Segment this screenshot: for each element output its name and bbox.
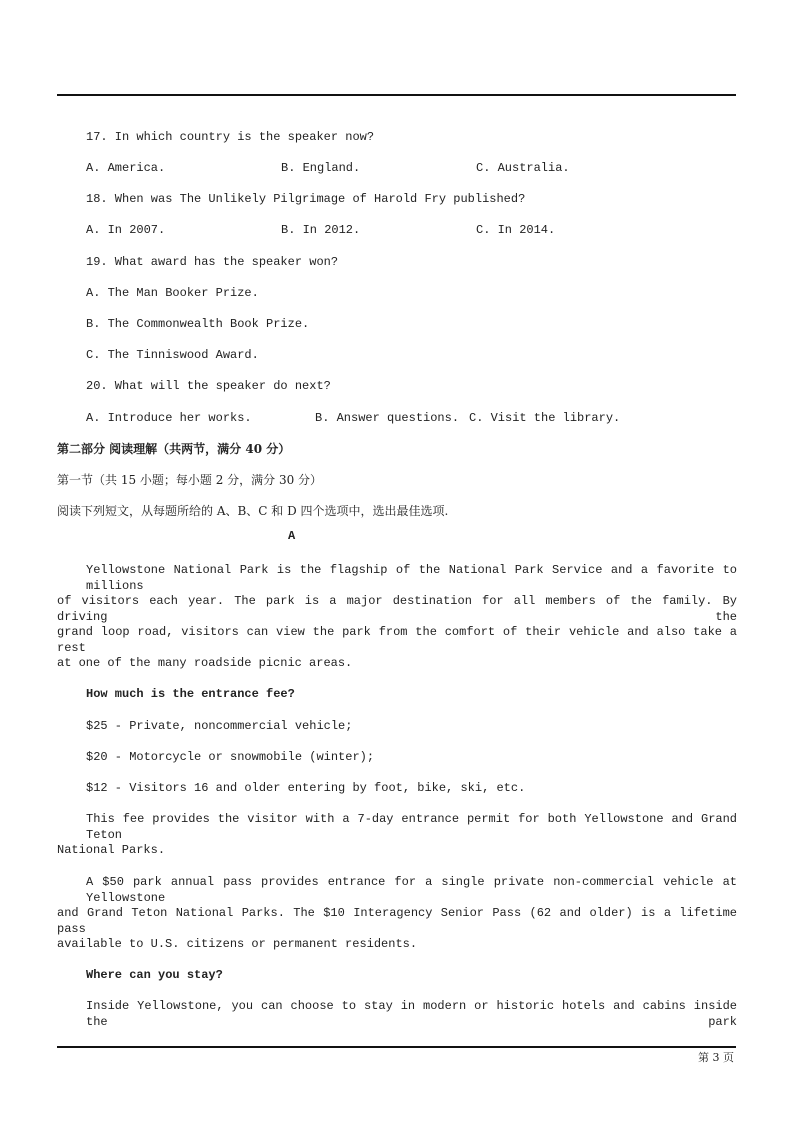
paragraph-line: Yellowstone National Park is the flagship of the National Park Service and a favorite to millions (86, 563, 737, 593)
option-b: B. In 2012. (281, 223, 361, 237)
footer-rule (57, 1046, 736, 1048)
option-b: B. England. (281, 161, 361, 175)
question-19: 19. What award has the speaker won? (86, 255, 339, 269)
option-c: C. Visit the library. (469, 411, 621, 425)
paragraph-line: This fee provides the visitor with a 7-day entrance permit for both Yellowstone and Grand Teton (86, 812, 737, 842)
fee-item: $25 - Private, noncommercial vehicle; (86, 719, 353, 733)
paragraph-line: Inside Yellowstone, you can choose to stay in modern or historic hotels and cabins inside the park (86, 999, 737, 1029)
fee-item: $12 - Visitors 16 and older entering by foot, bike, ski, etc. (86, 781, 526, 795)
option-a: A. In 2007. (86, 223, 166, 237)
header-rule (57, 94, 736, 96)
option-a: A. America. (86, 161, 166, 175)
option-a: A. Introduce her works. (86, 411, 252, 425)
option-a: A. The Man Booker Prize. (86, 286, 259, 300)
option-c: C. Australia. (476, 161, 570, 175)
section-subtitle: 第一节（共 15 小题；每小题 2 分，满分 30 分） (57, 473, 323, 487)
paragraph-line: of visitors each year. The park is a major destination for all members of the family. By driving the (57, 594, 737, 624)
paragraph-line: available to U.S. citizens or permanent residents. (57, 937, 418, 951)
paragraph-line: A $50 park annual pass provides entrance for a single private non-commercial vehicle at Yellowstone (86, 875, 737, 905)
question-18: 18. When was The Unlikely Pilgrimage of Harold Fry published? (86, 192, 526, 206)
question-17: 17. In which country is the speaker now? (86, 130, 375, 144)
section-title: 第二部分 阅读理解（共两节，满分 40 分） (57, 442, 291, 456)
option-c: C. The Tinniswood Award. (86, 348, 259, 362)
paragraph-line: grand loop road, visitors can view the park from the comfort of their vehicle and also take a rest (57, 625, 737, 655)
paragraph-line: and Grand Teton National Parks. The $10 Interagency Senior Pass (62 and older) is a lifetime pass (57, 906, 737, 936)
page-number: 第 3 页 (698, 1051, 734, 1064)
passage-label: A (288, 529, 296, 543)
option-b: B. Answer questions. (315, 411, 460, 425)
heading-entrance-fee: How much is the entrance fee? (86, 687, 295, 701)
paragraph-line: at one of the many roadside picnic areas. (57, 656, 353, 670)
heading-where-stay: Where can you stay? (86, 968, 223, 982)
instructions: 阅读下列短文，从每题所给的 A、B、C 和 D 四个选项中，选出最佳选项. (57, 504, 449, 518)
fee-item: $20 - Motorcycle or snowmobile (winter); (86, 750, 375, 764)
option-b: B. The Commonwealth Book Prize. (86, 317, 310, 331)
paragraph-line: National Parks. (57, 843, 166, 857)
question-20: 20. What will the speaker do next? (86, 379, 331, 393)
option-c: C. In 2014. (476, 223, 556, 237)
